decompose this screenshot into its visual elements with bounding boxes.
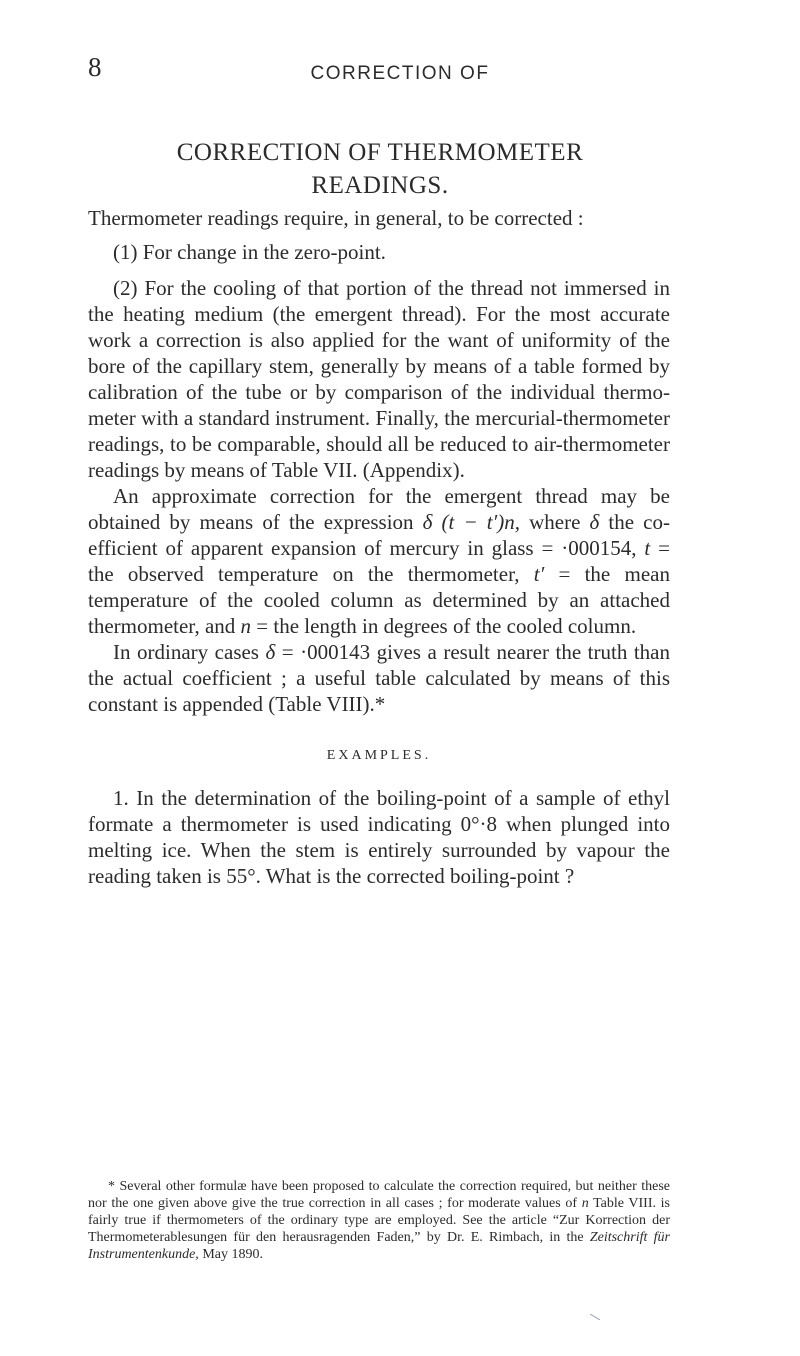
para-text: the co-efficient of apparent expansion of mercury in glass = ·000154, (88, 510, 670, 560)
variable-t-prime: t′ (533, 562, 545, 586)
para-text: An approximate correction for the emergent thread may be obtained by means of the expression (88, 484, 670, 534)
intro-paragraph: Thermometer readings require, in general, to be corrected : (88, 206, 584, 230)
para-text: = the length in degrees of the cooled column. (251, 614, 637, 638)
footnote (88, 1178, 670, 1263)
delta-symbol: δ (422, 510, 433, 534)
stray-mark (590, 1314, 600, 1320)
footnote-part: May 1890. (198, 1247, 263, 1262)
footnote-text (88, 1178, 670, 1263)
correction-expression: (t − t′)n, (441, 510, 520, 534)
examples-heading: EXAMPLES. (326, 748, 432, 763)
para-text: = the mean temperature of the cooled column as determined by an attached thermometer, and (88, 562, 670, 638)
running-head: CORRECTION OF (310, 63, 490, 84)
example-1: 1. In the determination of the boiling-point of a sample of ethyl formate a thermometer is used indicating 0°·8 when plunged into melting ice. When the stem is entirely surrounded by vapour the reading taken is 55°. What is the corrected boiling-point ? (88, 786, 670, 888)
body-text (88, 205, 670, 889)
para-text: = the observed temperature on the thermometer, (88, 536, 670, 586)
para-text: In ordinary cases (113, 640, 266, 664)
journal-title: Zeitschrift für Instrumentenkunde, (88, 1230, 670, 1262)
variable-t: t (644, 536, 651, 560)
page-number: 8 (88, 52, 102, 82)
ordinary-cases-paragraph (88, 639, 670, 717)
footnote-part: Table VIII. is fairly true if thermometers of the ordinary type are employed. See the article “Zur Korrection der Thermometerablesungen für den herausragenden Faden,” by Dr. E. Rimbach, in the (88, 1196, 671, 1245)
para-text: where (519, 510, 590, 534)
chapter-title-line-1: CORRECTION OF THERMOMETER (176, 139, 584, 166)
delta-symbol: δ (589, 510, 600, 534)
variable-n: n (581, 1196, 589, 1211)
chapter-title (90, 136, 670, 202)
chapter-title-line-2: READINGS. (311, 172, 449, 199)
delta-symbol: δ (265, 640, 276, 664)
approximate-correction-paragraph (88, 483, 670, 639)
item-1-zero-point: (1) For change in the zero-point. (113, 240, 386, 264)
footnote-part: * Several other formulæ have been proposed to calculate the correction required, but neither these nor the one given above give the true correction in all cases ; for moderate values of (88, 1179, 670, 1211)
para-text: = ·000143 gives a result nearer the truth than the actual coefficient ; a useful table calculated by means of this constant is appended (Table VIII).* (88, 640, 670, 716)
variable-n: n (240, 614, 252, 638)
item-2-emergent-thread: (2) For the cooling of that portion of the thread not immersed in the heating medium (the emergent thread). For the most accurate work a correction is also applied for the want of uniformity of the bore of the capillary stem, generally by means of a table formed by calibration of the tube or by comparison of the individual thermometer with a standard instrument. Finally, the mercurial-thermometer readings, to be comparable, should all be reduced to air-thermometer readings by means of Table VII. (Appendix). (88, 276, 670, 482)
